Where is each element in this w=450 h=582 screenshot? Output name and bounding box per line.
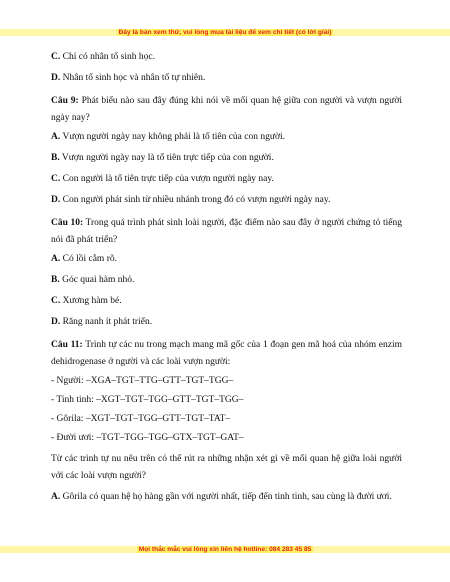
option-text: Gôrila có quan hệ họ hàng gần với người nhất, tiếp đến tinh tinh, sau cùng là đười ươi. (60, 492, 392, 502)
option-text: Chỉ có nhân tố sinh học. (60, 52, 155, 62)
q11-question: Từ các trình tự nu nêu trên có thể rút ra những nhận xét gì về mối quan hệ giữa loài người với các loài vượn người? (51, 454, 402, 481)
sequence-human: - Người: –XGA–TGT–TTG–GTT–TGT–TGG– (51, 376, 234, 386)
question-label: Câu 11: (51, 340, 83, 350)
option-key: B. (51, 153, 60, 163)
q10-stem (51, 215, 402, 249)
q11-option-a (51, 489, 402, 506)
footer-notice-text: Mọi thắc mắc vui lòng xin liên hệ hotline: 084 283 45 85 (138, 546, 312, 553)
q9-option-d (51, 194, 402, 207)
header-notice (0, 29, 450, 36)
option-text: Răng nanh ít phát triển. (60, 317, 153, 327)
option-key: A. (51, 254, 61, 264)
question-text: Trong quá trình phát sinh loài người, đặc điểm nào sau đây ở người chứng tỏ tiếng nói đã phát triển? (51, 218, 403, 245)
document-body (51, 51, 402, 510)
option-text: Có lồi cằm rõ. (60, 254, 117, 264)
q8-option-d (51, 72, 402, 85)
question-text: Trình tự các nu trong mạch mang mã gốc của 1 đoạn gen mã hoá của nhóm enzim dehidrogenase ở người và các loài vượn người: (51, 340, 402, 367)
q9-stem (51, 93, 402, 127)
option-text: Góc quai hàm nhỏ. (59, 275, 135, 285)
q10-option-b (51, 274, 402, 287)
sequence-gorilla: - Gôrila: –XGT–TGT–TGG–GTT–TGT–TAT– (51, 414, 231, 424)
option-key: C. (51, 296, 61, 306)
q9-option-c (51, 173, 402, 186)
q10-option-a (51, 253, 402, 266)
option-key: D. (51, 195, 61, 205)
option-key: D. (51, 317, 61, 327)
option-text: Con người là tổ tiên trực tiếp của vượn người ngày nay. (60, 174, 274, 184)
option-text: Xương hàm bé. (60, 296, 122, 306)
q9-option-a (51, 131, 402, 144)
option-key: A. (51, 132, 61, 142)
option-key: C. (51, 174, 61, 184)
option-key: B. (51, 275, 60, 285)
sequence-orangutan: - Đười ươi: –TGT–TGG–TGG–GTX–TGT–GAT– (51, 433, 244, 443)
q8-option-c (51, 51, 402, 64)
option-text: Nhân tố sinh học và nhân tố tự nhiên. (60, 73, 206, 83)
option-text: Vượn người ngày nay là tổ tiên trực tiếp của con người. (59, 153, 274, 163)
q11-stem (51, 337, 402, 371)
option-text: Con người phát sinh từ nhiều nhánh trong đó có vượn người ngày nay. (60, 195, 331, 205)
option-text: Vượn người ngày nay không phải là tổ tiên của con người. (60, 132, 286, 142)
question-text: Phát biểu nào sau đây đúng khi nói về mối quan hệ giữa con người và vượn người ngày nay? (51, 96, 402, 123)
option-key: C. (51, 52, 61, 62)
q10-option-c (51, 295, 402, 308)
header-notice-text: Đây là bản xem thử, vui lòng mua tài liệu để xem chi tiết (có lời giải) (118, 29, 332, 36)
q10-option-d (51, 316, 402, 329)
question-label: Câu 10: (51, 218, 84, 228)
q9-option-b (51, 152, 402, 165)
footer-notice (0, 546, 450, 553)
option-key: A. (51, 492, 61, 502)
sequence-chimpanzee: - Tinh tinh: –XGT–TGT–TGG–GTT–TGT–TGG– (51, 395, 244, 405)
question-label: Câu 9: (51, 96, 79, 106)
option-key: D. (51, 73, 61, 83)
